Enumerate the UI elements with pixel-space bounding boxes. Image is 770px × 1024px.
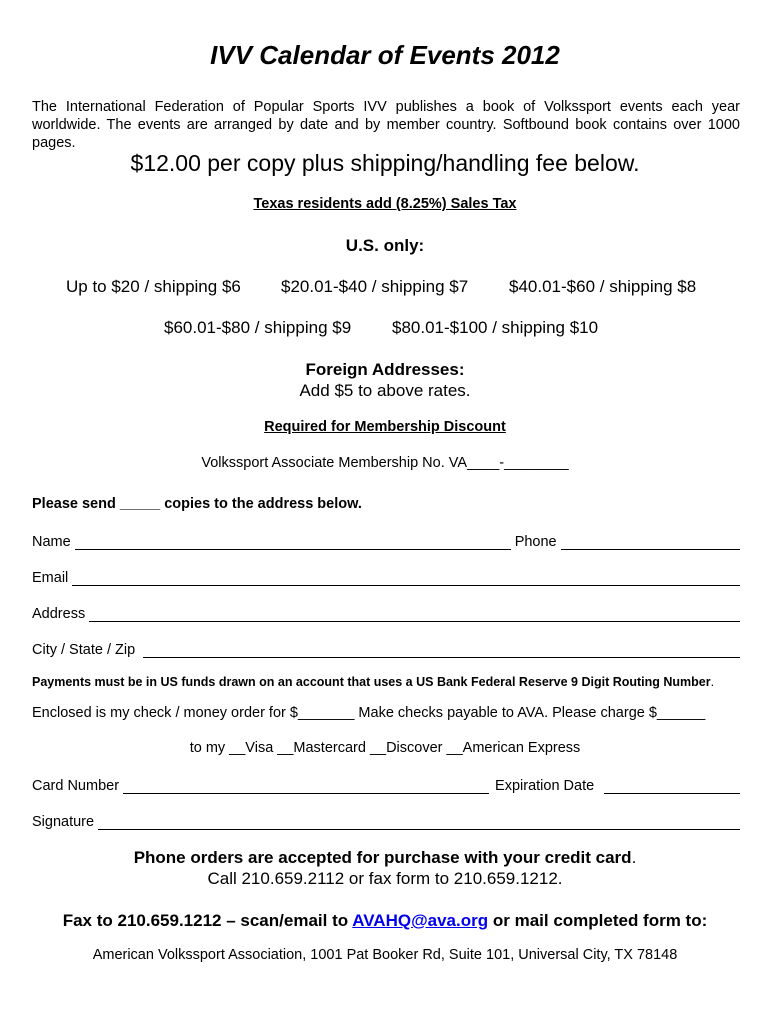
foreign-text: Add $5 to above rates. bbox=[299, 381, 471, 400]
expiration-field[interactable] bbox=[604, 779, 740, 794]
texas-tax-note: Texas residents add (8.25%) Sales Tax bbox=[253, 196, 517, 212]
payments-note-text: Payments must be in US funds drawn on an account that uses a US Bank Federal Reserve 9 Digit Routing Number bbox=[32, 675, 711, 689]
phone-orders-note bbox=[0, 848, 770, 868]
signature-row bbox=[32, 810, 740, 830]
rate-tier-2: $20.01-$40 / shipping $7 bbox=[281, 277, 469, 296]
expiration-label: Expiration Date bbox=[495, 778, 595, 794]
card-number-label: Card Number bbox=[32, 778, 120, 794]
signature-field[interactable] bbox=[98, 815, 740, 830]
address-field[interactable] bbox=[89, 607, 740, 622]
rate-tier-4: $60.01-$80 / shipping $9 bbox=[164, 318, 352, 337]
price-line: $12.00 per copy plus shipping/handling fee below. bbox=[130, 150, 640, 176]
rate-tier-5: $80.01-$100 / shipping $10 bbox=[392, 318, 599, 337]
name-field[interactable] bbox=[75, 535, 511, 550]
payments-note-period: . bbox=[710, 675, 715, 689]
email-field[interactable] bbox=[72, 571, 740, 586]
membership-heading: Required for Membership Discount bbox=[264, 419, 506, 435]
city-state-zip-field[interactable] bbox=[143, 643, 740, 658]
fax-prefix: Fax to 210.659.1212 – scan/email to bbox=[62, 911, 349, 930]
membership-number-field[interactable]: Volkssport Associate Membership No. VA____-________ bbox=[201, 455, 569, 471]
copies-request[interactable]: Please send _____ copies to the address below. bbox=[32, 496, 362, 512]
phone-field[interactable] bbox=[561, 535, 740, 550]
payments-note bbox=[32, 675, 714, 689]
address-label: Address bbox=[32, 606, 86, 622]
enclosed-payment-line[interactable]: Enclosed is my check / money order for $_______ Make checks payable to AVA. Please charge $______ bbox=[32, 705, 706, 721]
name-phone-row bbox=[32, 530, 740, 550]
phone-orders-period: . bbox=[631, 848, 637, 867]
email-label: Email bbox=[32, 570, 69, 586]
email-link[interactable]: AVAHQ@ava.org bbox=[352, 911, 489, 930]
city-state-zip-label: City / State / Zip bbox=[32, 642, 136, 658]
fax-suffix: or mail completed form to: bbox=[492, 911, 708, 930]
foreign-heading: Foreign Addresses: bbox=[305, 360, 465, 379]
intro-paragraph: The International Federation of Popular Sports IVV publishes a book of Volkssport events each year worldwide. The events are arranged by date and by member country. Softbound book contains over 1000 pages. bbox=[32, 99, 740, 151]
mailing-address: American Volkssport Association, 1001 Pat Booker Rd, Suite 101, Universal City, TX 78148 bbox=[92, 947, 678, 963]
page-title: IVV Calendar of Events 2012 bbox=[210, 40, 560, 70]
rate-tier-3: $40.01-$60 / shipping $8 bbox=[509, 277, 697, 296]
call-fax-line: Call 210.659.2112 or fax form to 210.659.1212. bbox=[207, 869, 563, 888]
signature-label: Signature bbox=[32, 814, 95, 830]
name-label: Name bbox=[32, 534, 71, 550]
credit-card-options[interactable]: to my __Visa __Mastercard __Discover __American Express bbox=[189, 740, 581, 756]
address-row bbox=[32, 602, 740, 622]
rate-tier-1: Up to $20 / shipping $6 bbox=[66, 277, 241, 296]
phone-orders-text: Phone orders are accepted for purchase with your credit card bbox=[133, 848, 632, 867]
fax-email-line bbox=[0, 911, 770, 931]
email-row bbox=[32, 566, 740, 586]
phone-label: Phone bbox=[514, 534, 557, 550]
city-state-zip-row bbox=[32, 638, 740, 658]
card-number-field[interactable] bbox=[123, 779, 489, 794]
card-number-row bbox=[32, 774, 740, 794]
us-only-heading: U.S. only: bbox=[345, 236, 425, 255]
